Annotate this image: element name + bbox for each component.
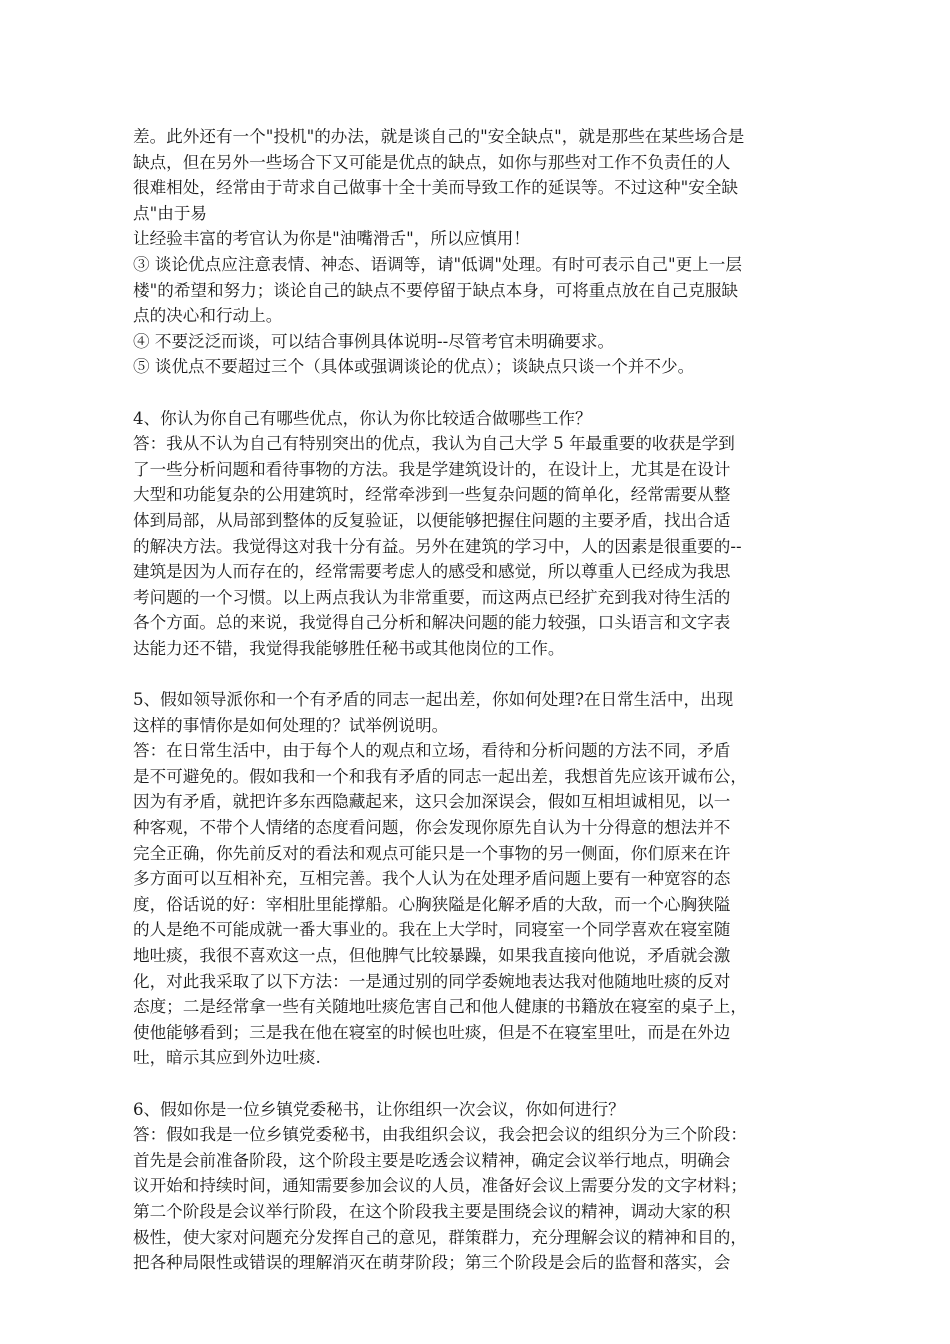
text-line: 答：假如我是一位乡镇党委秘书，由我组织会议，我会把会议的组织分为三个阶段： — [133, 1125, 747, 1145]
text-line: 差。此外还有一个"投机"的办法，就是谈自己的"安全缺点"，就是那些在某些场合是 — [133, 127, 745, 146]
text-line: ④ 不要泛泛而谈，可以结合事例具体说明--尽管考官未明确要求。 — [133, 331, 615, 351]
text-line: 极性，使大家对问题充分发挥自己的意见，群策群力，充分理解会议的精神和目的， — [133, 1227, 747, 1247]
text-line: 吐，暗示其应到外边吐痰. — [133, 1048, 321, 1068]
text-line: 地吐痰，我很不喜欢这一点，但他脾气比较暴躁，如果我直接向他说，矛盾就会激 — [133, 946, 731, 965]
question-heading: 5、假如领导派你和一个有矛盾的同志一起出差，你如何处理?在日常生活中，出现 — [133, 690, 734, 710]
text-line: 因为有矛盾，就把许多东西隐藏起来，这只会加深误会，假如互相坦诚相见，以一 — [133, 792, 731, 812]
text-line: 是不可避免的。假如我和一个和我有矛盾的同志一起出差，我想首先应该开诚布公， — [133, 766, 747, 786]
text-line: 楼"的希望和努力；谈论自己的缺点不要停留于缺点本身，可将重点放在自己克服缺 — [133, 280, 739, 300]
question-heading: 4、你认为你自己有哪些优点，你认为你比较适合做哪些工作？ — [133, 408, 592, 428]
text-line: 把各种局限性或错误的理解消灭在萌芽阶段；第三个阶段是会后的监督和落实，会 — [133, 1253, 731, 1273]
text-line: 各个方面。总的来说，我觉得自己分析和解决问题的能力较强，口头语言和文字表 — [133, 613, 731, 633]
text-line: 的解决方法。我觉得这对我十分有益。另外在建筑的学习中，人的因素是很重要的-- — [133, 536, 742, 556]
text-line: 让经验丰富的考官认为你是"油嘴滑舌"，所以应慎用！ — [133, 229, 530, 249]
text-line: 建筑是因为人而存在的，经常需要考虑人的感受和感觉，所以尊重人已经成为我思 — [133, 562, 731, 582]
paragraph-block — [133, 124, 845, 380]
text-line: 很难相处，经常由于苛求自己做事十全十美而导致工作的延误等。不过这种"安全缺 — [133, 178, 739, 198]
text-line: 这样的事情你是如何处理的？试举例说明。 — [133, 715, 449, 735]
text-line: 使他能够看到；三是我在他在寝室的时候也吐痰，但是不在寝室里吐，而是在外边 — [133, 1022, 731, 1042]
text-line: 度，俗话说的好：宰相肚里能撑船。心胸狭隘是化解矛盾的大敌，而一个心胸狭隘 — [133, 894, 731, 914]
paragraph-gap — [133, 1071, 845, 1097]
text-line: 的人是绝不可能成就一番大事业的。我在上大学时，同寝室一个同学喜欢在寝室随 — [133, 920, 731, 940]
text-line: 考问题的一个习惯。以上两点我认为非常重要，而这两点已经扩充到我对待生活的 — [133, 587, 731, 607]
document-body — [133, 124, 845, 1276]
text-line: 达能力还不错，我觉得我能够胜任秘书或其他岗位的工作。 — [133, 638, 565, 658]
question-5-block — [133, 687, 845, 1071]
text-line: 化，对此我采取了以下方法：一是通过别的同学委婉地表达我对他随地吐痰的反对 — [133, 971, 731, 991]
text-line: 种客观，不带个人情绪的态度看问题，你会发现你原先自认为十分得意的想法并不 — [133, 818, 731, 838]
text-line: 点"由于易 — [133, 203, 208, 223]
text-line: 大型和功能复杂的公用建筑时，经常牵涉到一些复杂问题的简单化，经常需要从整 — [133, 485, 731, 505]
text-line: 缺点，但在另外一些场合下又可能是优点的缺点，如你与那些对工作不负责任的人 — [133, 152, 731, 172]
text-line: ③ 谈论优点应注意表情、神态、语调等，请"低调"处理。有时可表示自己"更上一层 — [133, 254, 742, 274]
text-line: 了一些分析问题和看待事物的方法。我是学建筑设计的，在设计上，尤其是在设计 — [133, 459, 731, 479]
paragraph-gap — [133, 661, 845, 687]
text-line: 态度；二是经常拿一些有关随地吐痰危害自己和他人健康的书籍放在寝室的桌子上， — [133, 997, 747, 1017]
question-4-block — [133, 406, 845, 662]
paragraph-gap — [133, 380, 845, 406]
question-6-block — [133, 1097, 845, 1276]
text-line: 首先是会前准备阶段，这个阶段主要是吃透会议精神，确定会议举行地点，明确会 — [133, 1150, 731, 1170]
text-line: 点的决心和行动上。 — [133, 306, 283, 326]
text-line: 第二个阶段是会议举行阶段，在这个阶段我主要是围绕会议的精神，调动大家的积 — [133, 1201, 731, 1221]
text-line: 多方面可以互相补充，互相完善。我个人认为在处理矛盾问题上要有一种宽容的态 — [133, 869, 731, 889]
text-line: ⑤ 谈优点不要超过三个（具体或强调谈论的优点）；谈缺点只谈一个并不少。 — [133, 357, 695, 377]
question-heading: 6、假如你是一位乡镇党委秘书，让你组织一次会议，你如何进行？ — [133, 1099, 625, 1119]
text-line: 答：我从不认为自己有特别突出的优点，我认为自己大学 5 年最重要的收获是学到 — [133, 434, 735, 454]
text-line: 议开始和持续时间，通知需要参加会议的人员，准备好会议上需要分发的文字材料； — [133, 1176, 747, 1196]
text-line: 体到局部，从局部到整体的反复验证，以便能够把握住问题的主要矛盾，找出合适 — [133, 510, 731, 530]
text-line: 完全正确，你先前反对的看法和观点可能只是一个事物的另一侧面，你们原来在许 — [133, 843, 731, 863]
text-line: 答：在日常生活中，由于每个人的观点和立场，看待和分析问题的方法不同，矛盾 — [133, 741, 731, 761]
